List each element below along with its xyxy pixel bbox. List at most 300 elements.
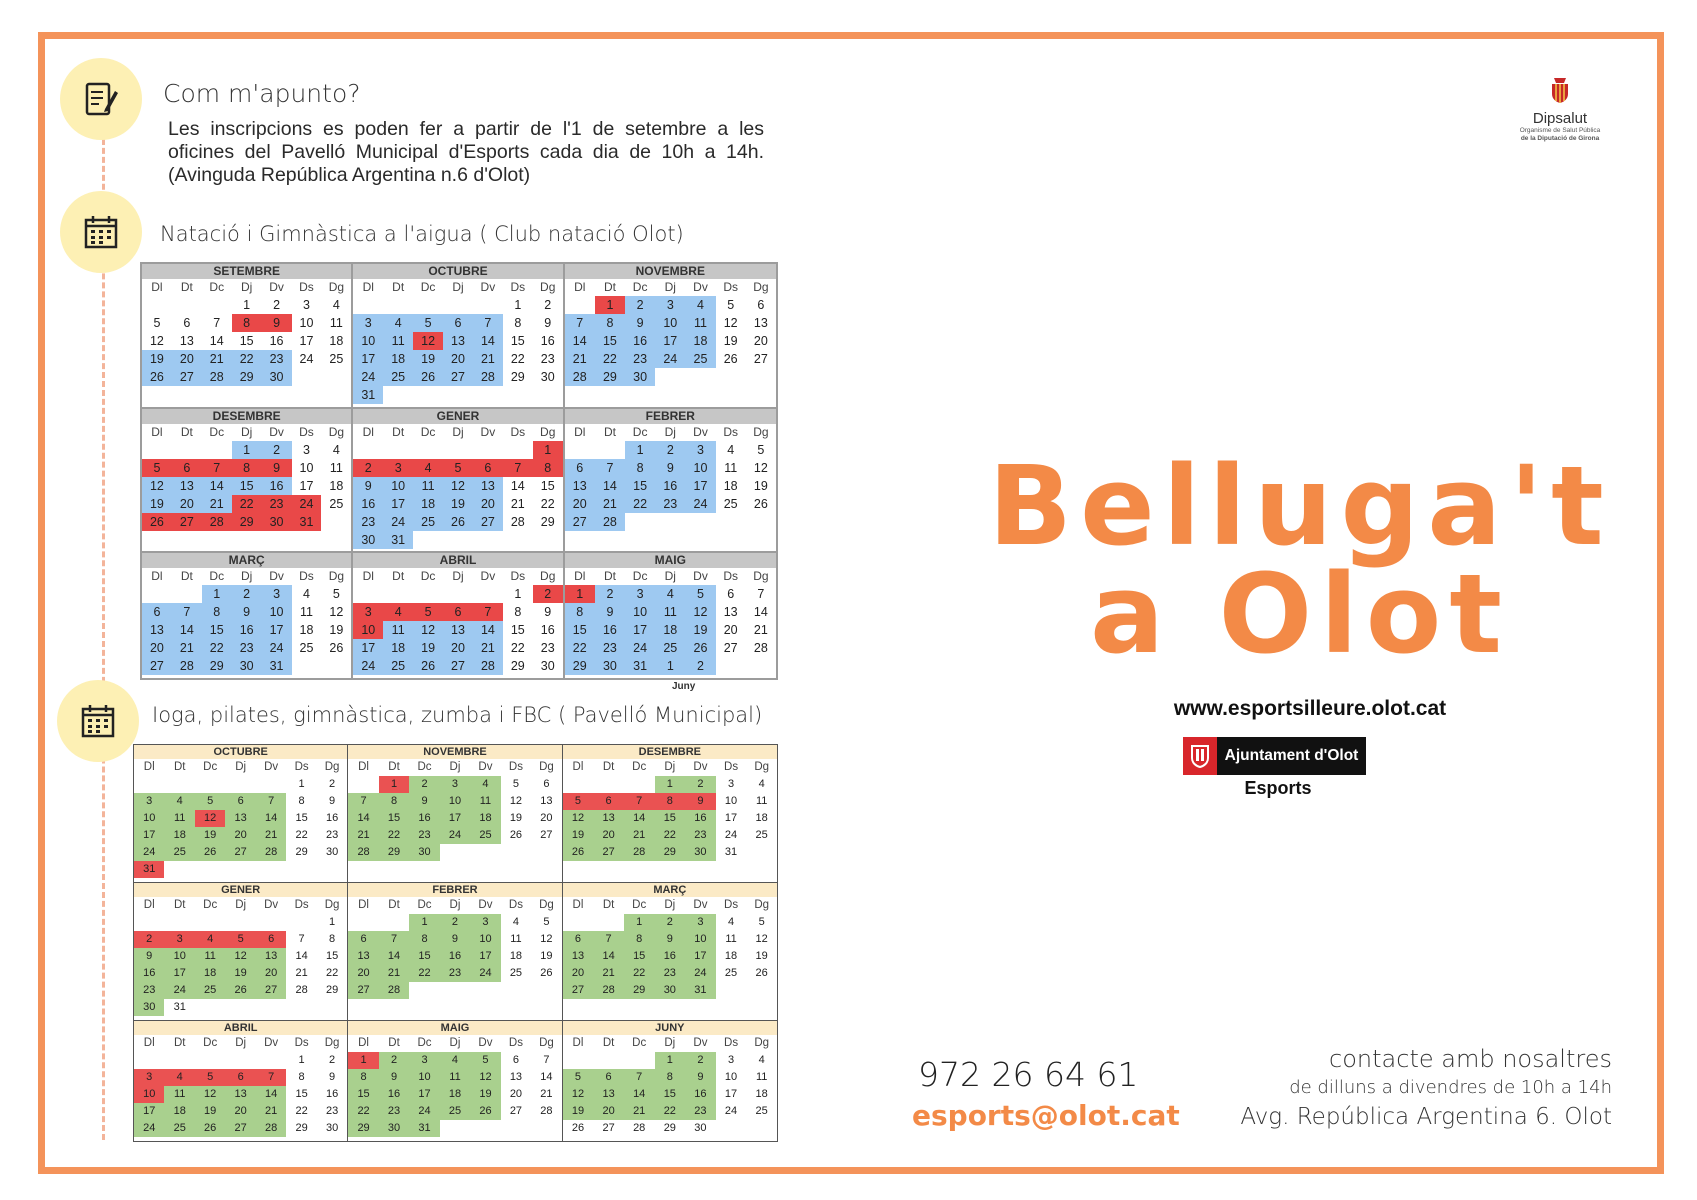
- day-cell: 3: [470, 914, 500, 931]
- day-cell: 7: [202, 459, 232, 477]
- week-row: [563, 1120, 777, 1137]
- day-cell: 16: [409, 810, 439, 827]
- day-cell: [164, 914, 194, 931]
- day-cell: 25: [195, 982, 225, 999]
- weekday-label: Dt: [603, 280, 616, 294]
- day-cell: [134, 914, 164, 931]
- weekday-label: Dg: [753, 424, 769, 439]
- week-row: [353, 639, 562, 657]
- day-cell: 19: [195, 1103, 225, 1120]
- weekday-label: Dj: [235, 899, 247, 911]
- day-cell: 29: [540, 514, 555, 529]
- email-link[interactable]: esports@olot.cat: [912, 1099, 1180, 1132]
- week-row: [565, 350, 776, 368]
- day-cell: 26: [685, 639, 715, 657]
- day-cell: 26: [755, 967, 768, 979]
- day-cell: 31: [724, 846, 738, 858]
- day-cell: 18: [723, 478, 738, 493]
- week-row: [353, 296, 562, 314]
- day-cell: 30: [134, 999, 164, 1016]
- weekday-label: Dl: [362, 569, 374, 584]
- day-cell: 24: [625, 639, 655, 657]
- day-cell: 30: [262, 513, 292, 531]
- day-cell: 18: [413, 495, 443, 513]
- day-cell: 2: [685, 776, 716, 793]
- day-cell: 29: [202, 657, 232, 675]
- day-cell: 24: [440, 827, 470, 844]
- day-cell: 16: [540, 334, 555, 348]
- day-cell: 22: [625, 495, 655, 513]
- day-cell: 12: [413, 621, 443, 639]
- day-cell: 21: [510, 496, 525, 511]
- day-cell: 15: [379, 810, 409, 827]
- day-cell: 11: [724, 460, 738, 475]
- day-cell: 7: [256, 1069, 286, 1086]
- day-cell: 23: [440, 965, 470, 982]
- week-row: [142, 513, 351, 531]
- day-cell: 16: [262, 477, 292, 495]
- day-cell: 14: [565, 332, 595, 350]
- day-cell: 22: [565, 639, 595, 657]
- day-cell: 8: [202, 603, 232, 621]
- day-cell: 24: [292, 495, 322, 513]
- day-cell: 30: [409, 844, 439, 861]
- day-cell: [685, 513, 715, 531]
- weekday-label: Dv: [478, 761, 493, 773]
- day-cell: 2: [544, 298, 552, 312]
- day-cell: 12: [723, 316, 738, 330]
- weekday-label: Dc: [203, 761, 218, 773]
- day-cell: [443, 585, 473, 603]
- day-cell: 19: [470, 1086, 500, 1103]
- day-cell: 25: [329, 352, 344, 366]
- weekday-label: Dl: [358, 761, 369, 773]
- day-cell: 23: [595, 639, 625, 657]
- day-cell: 11: [685, 314, 715, 332]
- month-7: [353, 553, 564, 678]
- week-row: [348, 1052, 561, 1069]
- day-cell: 6: [563, 931, 594, 948]
- weekday-label: Ds: [294, 761, 309, 773]
- day-cell: [746, 657, 776, 675]
- day-cell: 24: [383, 513, 413, 531]
- day-cell: [443, 531, 473, 549]
- day-cell: 22: [295, 1105, 308, 1117]
- month-5: [563, 883, 777, 1021]
- day-cell: [134, 1052, 164, 1069]
- day-cell: 24: [262, 639, 292, 657]
- weekday-label: Dt: [392, 280, 405, 294]
- day-cell: 19: [413, 350, 443, 368]
- weekday-label: Dj: [240, 280, 253, 294]
- month-title: ABRIL: [134, 1021, 347, 1035]
- day-cell: 14: [540, 1071, 553, 1083]
- day-cell: [746, 844, 777, 861]
- week-row: [353, 657, 562, 675]
- day-cell: 26: [329, 641, 344, 656]
- weekday-label: Dv: [269, 280, 284, 294]
- day-cell: 9: [595, 603, 625, 621]
- day-cell: 1: [514, 587, 522, 602]
- day-cell: 19: [443, 495, 473, 513]
- day-cell: 24: [724, 1105, 738, 1117]
- weekday-label: Dg: [328, 424, 345, 439]
- week-row: [353, 332, 562, 350]
- week-row: [142, 332, 351, 350]
- day-cell: 5: [225, 931, 255, 948]
- day-cell: 5: [195, 793, 225, 810]
- week-row: [142, 603, 351, 621]
- day-cell: 11: [510, 933, 522, 945]
- week-row: [565, 296, 776, 314]
- day-cell: 5: [142, 459, 172, 477]
- day-cell: 19: [685, 621, 715, 639]
- day-cell: 31: [173, 1001, 186, 1013]
- day-cell: [440, 1120, 470, 1137]
- day-cell: 9: [262, 314, 292, 332]
- weekday-row: [563, 1035, 777, 1052]
- day-cell: 4: [758, 1054, 765, 1066]
- day-cell: 20: [348, 965, 378, 982]
- week-row: [565, 603, 776, 621]
- day-cell: 3: [134, 793, 164, 810]
- month-1: [348, 745, 562, 883]
- day-cell: 29: [510, 659, 525, 674]
- week-row: [348, 1103, 561, 1120]
- week-row: [565, 332, 776, 350]
- ajuntament-logo: [1183, 737, 1366, 775]
- weekday-row: [142, 279, 351, 296]
- day-cell: 22: [655, 1103, 686, 1120]
- day-cell: 6: [757, 298, 765, 312]
- day-cell: 11: [755, 1071, 768, 1083]
- day-cell: 19: [753, 478, 768, 493]
- weekday-label: Dl: [362, 280, 374, 294]
- day-cell: [225, 1052, 255, 1069]
- day-cell: 14: [295, 950, 308, 962]
- day-cell: 10: [655, 314, 685, 332]
- day-cell: 20: [473, 495, 503, 513]
- day-cell: 28: [540, 1105, 553, 1117]
- day-cell: 4: [758, 778, 765, 790]
- day-cell: [716, 368, 746, 386]
- day-cell: 9: [544, 605, 552, 620]
- week-row: [353, 603, 562, 621]
- weekday-label: Dv: [264, 1037, 279, 1049]
- day-cell: 19: [755, 950, 768, 962]
- weekday-label: Dv: [480, 424, 496, 439]
- day-cell: 19: [195, 827, 225, 844]
- week-row: [565, 441, 776, 459]
- day-cell: 18: [440, 1086, 470, 1103]
- day-cell: 15: [510, 334, 525, 348]
- day-cell: [348, 914, 378, 931]
- weekday-label: Dc: [417, 761, 432, 773]
- weekday-label: Dj: [452, 424, 464, 439]
- day-cell: 18: [755, 812, 768, 824]
- day-cell: 14: [256, 810, 286, 827]
- day-cell: 28: [753, 641, 768, 656]
- day-cell: 1: [655, 657, 685, 675]
- day-cell: 15: [540, 478, 555, 493]
- main-title: [980, 442, 1620, 678]
- day-cell: 18: [655, 621, 685, 639]
- weekday-label: Ds: [723, 569, 739, 584]
- week-row: [565, 368, 776, 386]
- day-cell: 16: [353, 495, 383, 513]
- weekday-label: Dc: [417, 899, 432, 911]
- day-cell: 6: [443, 603, 473, 621]
- day-cell: 8: [514, 605, 522, 620]
- day-cell: 6: [183, 316, 191, 330]
- day-cell: 8: [655, 1069, 686, 1086]
- week-row: [353, 386, 562, 404]
- weekday-label: Dt: [602, 899, 615, 911]
- day-cell: [195, 776, 225, 793]
- week-row: [348, 931, 561, 948]
- day-cell: 28: [202, 513, 232, 531]
- day-cell: 24: [134, 1120, 164, 1137]
- day-cell: 25: [440, 1103, 470, 1120]
- weekday-label: Dv: [264, 761, 279, 773]
- weekday-label: Dg: [539, 1037, 554, 1049]
- day-cell: 19: [723, 334, 738, 348]
- day-cell: [473, 386, 503, 404]
- day-cell: 23: [232, 639, 262, 657]
- day-cell: 8: [625, 459, 655, 477]
- day-cell: 23: [685, 1103, 716, 1120]
- day-cell: 15: [510, 623, 525, 638]
- week-row: [563, 982, 777, 999]
- weekday-label: Dg: [754, 1037, 770, 1049]
- weekday-label: Dt: [180, 569, 193, 584]
- day-cell: [746, 368, 776, 386]
- day-cell: 26: [571, 1122, 585, 1134]
- day-cell: 18: [470, 810, 500, 827]
- day-cell: 2: [329, 1054, 336, 1066]
- day-cell: 15: [655, 810, 686, 827]
- day-cell: [470, 844, 500, 861]
- day-cell: 19: [540, 950, 553, 962]
- day-cell: [256, 1052, 286, 1069]
- day-cell: 31: [262, 657, 292, 675]
- weekday-label: Dc: [420, 569, 436, 584]
- day-cell: 10: [724, 795, 738, 807]
- day-cell: 19: [563, 1103, 594, 1120]
- day-cell: 3: [353, 603, 383, 621]
- day-cell: [531, 1120, 561, 1137]
- week-row: [134, 1086, 347, 1103]
- day-cell: 2: [379, 1052, 409, 1069]
- week-row: [142, 350, 351, 368]
- day-cell: 21: [540, 1088, 553, 1100]
- day-cell: 7: [565, 314, 595, 332]
- weekday-label: Dj: [235, 1037, 247, 1049]
- day-cell: 2: [262, 441, 292, 459]
- day-cell: 8: [329, 933, 336, 945]
- day-cell: 6: [543, 778, 550, 790]
- weekday-label: Dg: [324, 899, 340, 911]
- week-row: [565, 513, 776, 531]
- week-row: [348, 1120, 561, 1137]
- weekday-label: Dc: [420, 424, 436, 439]
- weekday-label: Dj: [664, 1037, 676, 1049]
- day-cell: 3: [134, 1069, 164, 1086]
- day-cell: 11: [329, 460, 343, 475]
- day-cell: 25: [413, 513, 443, 531]
- weekday-label: Dc: [632, 1037, 647, 1049]
- day-cell: [321, 368, 351, 386]
- day-cell: [503, 441, 533, 459]
- day-cell: 22: [409, 965, 439, 982]
- day-cell: 4: [195, 931, 225, 948]
- day-cell: 13: [256, 948, 286, 965]
- week-row: [134, 1069, 347, 1086]
- day-cell: [746, 513, 776, 531]
- day-cell: 29: [624, 982, 655, 999]
- contact-heading: contacte amb nosaltres: [1329, 1045, 1612, 1073]
- weekday-label: Dl: [362, 424, 374, 439]
- day-cell: 31: [409, 1120, 439, 1137]
- day-cell: 16: [595, 621, 625, 639]
- day-cell: [413, 531, 443, 549]
- day-cell: [286, 914, 316, 931]
- day-cell: 28: [593, 982, 624, 999]
- day-cell: 9: [409, 793, 439, 810]
- week-row: [565, 477, 776, 495]
- day-cell: 26: [195, 1120, 225, 1137]
- signup-text: Les inscripcions es poden fer a partir de l'1 de setembre a les oficines del Pavelló Municipal d'Esports cada dia de 10h a 14h. (Avinguda República Argentina n.6 d'Olot): [168, 118, 764, 186]
- week-row: [134, 965, 347, 982]
- day-cell: 2: [273, 298, 281, 312]
- weekday-label: Dv: [480, 280, 496, 294]
- day-cell: 11: [470, 793, 500, 810]
- weekday-label: Dt: [603, 424, 616, 439]
- day-cell: 29: [295, 1122, 308, 1134]
- day-cell: 24: [409, 1103, 439, 1120]
- week-row: [142, 459, 351, 477]
- day-cell: 10: [353, 621, 383, 639]
- day-cell: [501, 844, 531, 861]
- day-cell: 20: [225, 827, 255, 844]
- weekday-label: Dv: [693, 280, 708, 294]
- weekday-label: Dj: [240, 569, 253, 584]
- day-cell: [353, 296, 383, 314]
- day-cell: [625, 513, 655, 531]
- day-cell: 31: [685, 982, 716, 999]
- day-cell: 19: [225, 965, 255, 982]
- day-cell: 18: [755, 1088, 768, 1100]
- weekday-label: Dl: [574, 280, 586, 294]
- phone-number[interactable]: 972 26 64 61: [918, 1055, 1139, 1094]
- day-cell: 12: [225, 948, 255, 965]
- week-row: [142, 296, 351, 314]
- day-cell: 5: [512, 778, 519, 790]
- day-cell: 27: [348, 982, 378, 999]
- day-cell: 26: [563, 844, 594, 861]
- day-cell: 27: [473, 513, 503, 531]
- day-cell: [195, 861, 225, 878]
- month-title: DESEMBRE: [563, 745, 777, 759]
- day-cell: 4: [512, 916, 519, 928]
- day-cell: 25: [329, 496, 344, 511]
- weekday-label: Dc: [632, 424, 648, 439]
- weekday-label: Dl: [358, 899, 369, 911]
- dipsalut-logo: [1505, 76, 1615, 143]
- week-row: [565, 585, 776, 603]
- day-cell: [321, 513, 351, 531]
- day-cell: 26: [509, 829, 523, 841]
- day-cell: [593, 776, 624, 793]
- day-cell: 20: [565, 495, 595, 513]
- day-cell: 27: [602, 1122, 615, 1134]
- day-cell: 2: [655, 441, 685, 459]
- weekday-label: Dc: [209, 424, 225, 439]
- day-cell: 28: [348, 844, 378, 861]
- week-row: [142, 314, 351, 332]
- day-cell: 26: [225, 982, 255, 999]
- main-title-line1: Belluga't: [988, 442, 1612, 570]
- weekday-label: Ds: [299, 280, 314, 294]
- day-cell: 6: [473, 459, 503, 477]
- day-cell: [533, 386, 563, 404]
- day-cell: 15: [595, 332, 625, 350]
- day-cell: 16: [655, 477, 685, 495]
- weekday-label: Dj: [449, 761, 461, 773]
- day-cell: [413, 441, 443, 459]
- week-row: [134, 810, 347, 827]
- day-cell: [531, 844, 561, 861]
- day-cell: [292, 657, 322, 675]
- day-cell: 16: [625, 332, 655, 350]
- signup-title: Com m'apunto?: [163, 79, 361, 108]
- day-cell: 20: [509, 1088, 523, 1100]
- day-cell: 13: [540, 795, 553, 807]
- week-row: [134, 931, 347, 948]
- weekday-label: Dg: [324, 1037, 340, 1049]
- day-cell: 11: [725, 933, 737, 945]
- website-link[interactable]: www.esportsilleure.olot.cat: [1173, 697, 1447, 720]
- day-cell: 9: [544, 316, 552, 330]
- day-cell: 18: [724, 950, 738, 962]
- weekday-label: Ds: [510, 280, 526, 294]
- day-cell: [443, 441, 473, 459]
- weekday-label: Dj: [452, 280, 464, 294]
- day-cell: 2: [625, 296, 655, 314]
- day-cell: 7: [624, 793, 655, 810]
- day-cell: [470, 1120, 500, 1137]
- day-cell: 10: [353, 332, 383, 350]
- day-cell: 12: [755, 933, 768, 945]
- day-cell: 22: [232, 350, 262, 368]
- weekday-label: Ds: [299, 424, 314, 439]
- month-8: [565, 553, 776, 678]
- day-cell: 25: [723, 496, 738, 511]
- day-cell: 7: [503, 459, 533, 477]
- weekday-label: Ds: [294, 899, 309, 911]
- day-cell: [292, 368, 322, 386]
- day-cell: [593, 914, 624, 931]
- day-cell: 10: [685, 459, 715, 477]
- contact-hours: de dilluns a divendres de 10h a 14h: [1289, 1077, 1612, 1098]
- day-cell: 17: [383, 495, 413, 513]
- week-row: [134, 999, 347, 1016]
- weekday-label: Ds: [724, 1037, 739, 1049]
- day-cell: 7: [379, 931, 409, 948]
- weekday-label: Dj: [235, 761, 247, 773]
- day-cell: [256, 999, 286, 1016]
- day-cell: 29: [232, 368, 262, 386]
